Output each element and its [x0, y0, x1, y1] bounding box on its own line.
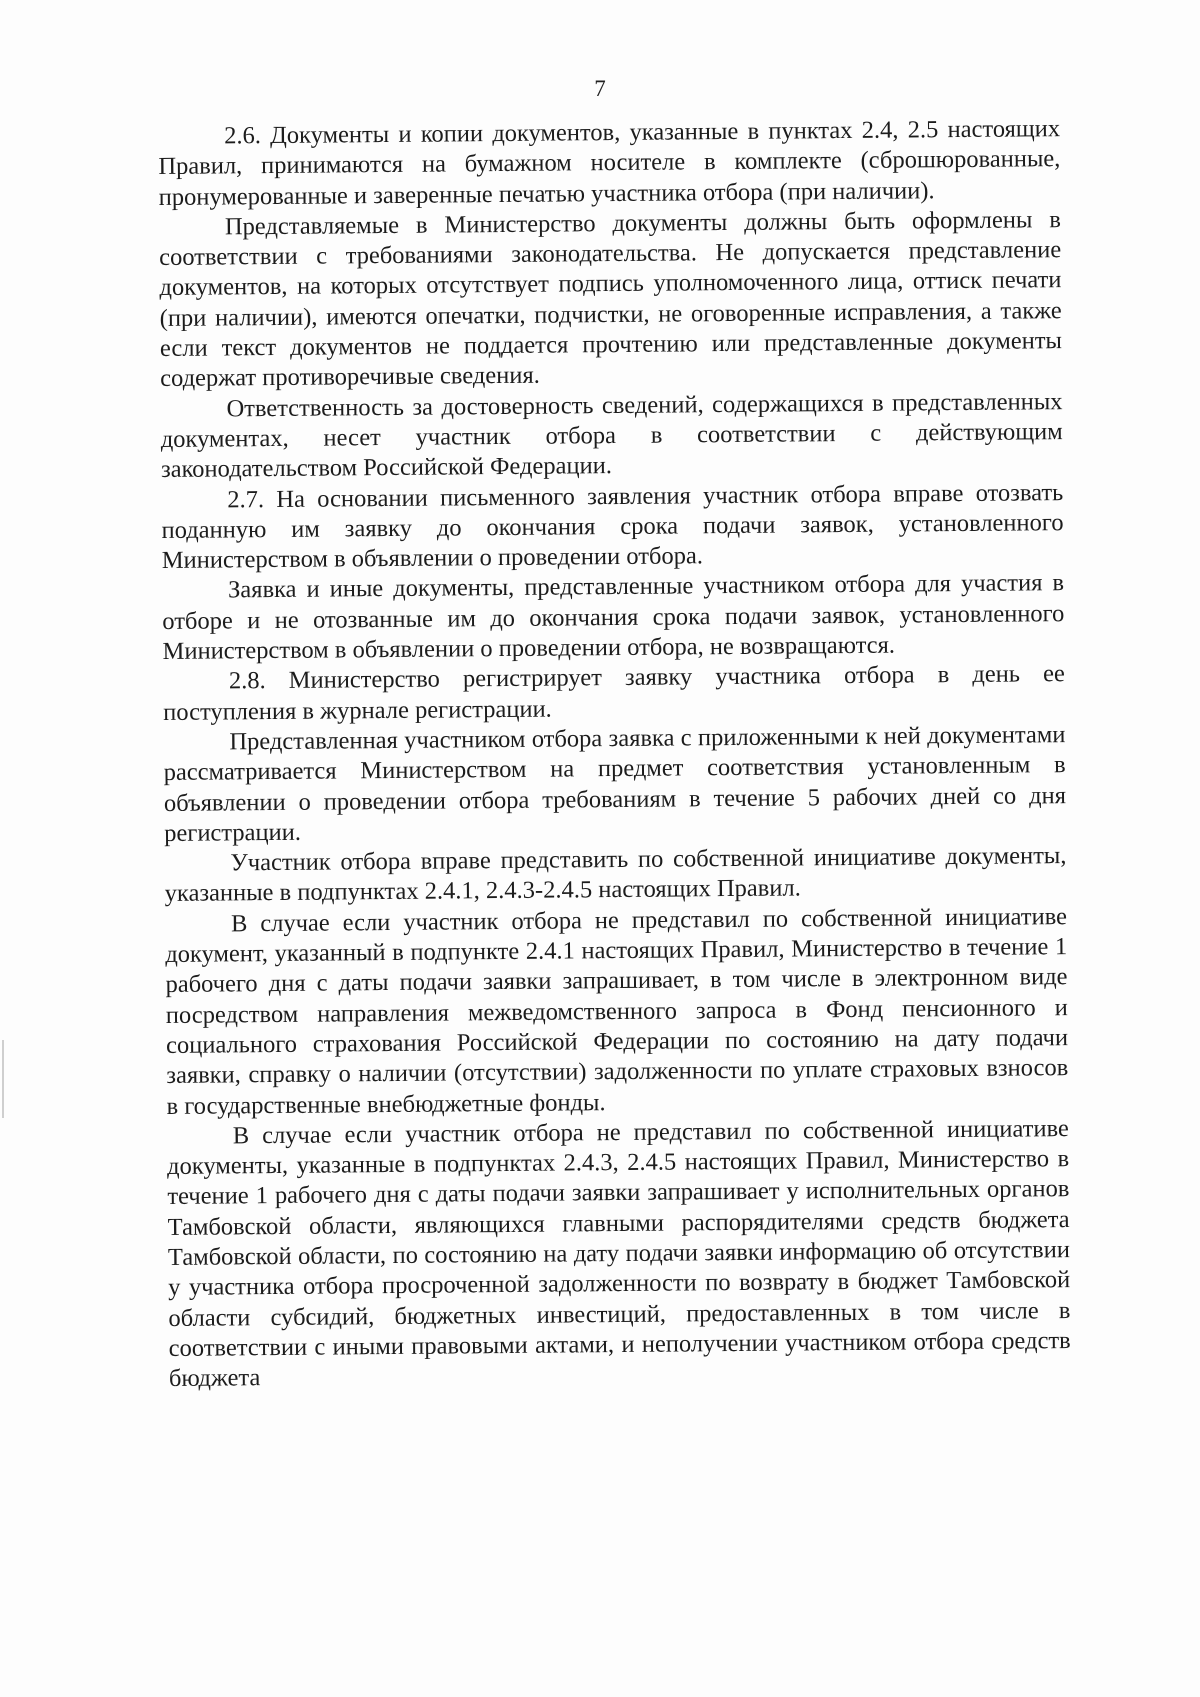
paragraph-2-6: 2.6. Документы и копии документов, указанные в пунктах 2.4, 2.5 настоящих Правил, принимаются на бумажном носителе в комплекте (сброшюрованные, пронумерованные и заверенные печатью участника отбора (при наличии). — [158, 115, 1061, 211]
paragraph-2-7: 2.7. На основании письменного заявления участник отбора вправе отозвать поданную им заявку до окончания срока подачи заявок, установленного Министерством в объявлении о проведении отбора. — [161, 478, 1064, 575]
scan-edge-mark — [2, 1040, 4, 1118]
paragraph-responsibility: Ответственность за достоверность сведений, содержащихся в представленных документах, несет участник отбора в соответствии с действующим законодательством Российской Федерации. — [160, 387, 1063, 484]
paragraph-2-8: 2.8. Министерство регистрирует заявку участника отбора в день ее поступления в журнале регистрации. — [163, 660, 1065, 726]
document-body — [158, 114, 1071, 1394]
paragraph-own-initiative: Участник отбора вправе представить по собственной инициативе документы, указанные в подпунктах 2.4.1, 2.4.3-2.4.5 настоящих Правил. — [164, 842, 1067, 908]
paragraph-interagency-request: В случае если участник отбора не представил по собственной инициативе документ, указанный в подпункте 2.4.1 настоящих Правил, Министерство в течение 1 рабочего дня с даты подачи заявки запрашивает, в том числе в электронном виде посредством направления межведомственного запроса в Фонд пенсионного и социального страхования Российской Федерации по состоянию на дату подачи заявки, справку о наличии (отсутствии) задолженности по уплате страховых взносов в государственные внебюджетные фонды. — [165, 902, 1069, 1120]
paragraph-not-returned: Заявка и иные документы, представленные участником отбора для участия в отборе и не отозванные им до окончания срока подачи заявок, установленного Министерством в объявлении о проведении отбора, не возвращаются. — [162, 569, 1065, 666]
page-number: 7 — [594, 76, 606, 101]
paragraph-review-period: Представленная участником отбора заявка с приложенными к ней документами рассматривается Министерством на предмет соответствия установленным в объявлении о проведении отбора требованиям в течение 5 рабочих дней со дня регистрации. — [163, 721, 1067, 847]
paragraph-documents-requirements: Представляемые в Министерство документы должны быть оформлены в соответствии с требованиями законодательства. Не допускается представление документов, на которых отсутствует подпись уполномоченного лица, оттиск печати (при наличии), имеются опечатки, подчистки, не оговоренные исправления, а также если текст документов не поддается прочтению или представленные документы содержат противоречивые сведения. — [159, 206, 1063, 393]
paragraph-regional-request: В случае если участник отбора не представил по собственной инициативе документы, указанные в подпунктах 2.4.3, 2.4.5 настоящих Правил, Министерство в течение 1 рабочего дня с даты подачи заявки запрашивает у исполнительных органов Тамбовской области, являющихся главными распорядителями средств бюджета Тамбовской области, по состоянию на дату подачи заявки информацию об отсутствии у участника отбора просроченной задолженности по возврату в бюджет Тамбовской области субсидий, бюджетных инвестиций, предоставленных в том числе в соответствии с иными правовыми актами, и неполучении участником отбора средств бюджета — [166, 1114, 1071, 1393]
